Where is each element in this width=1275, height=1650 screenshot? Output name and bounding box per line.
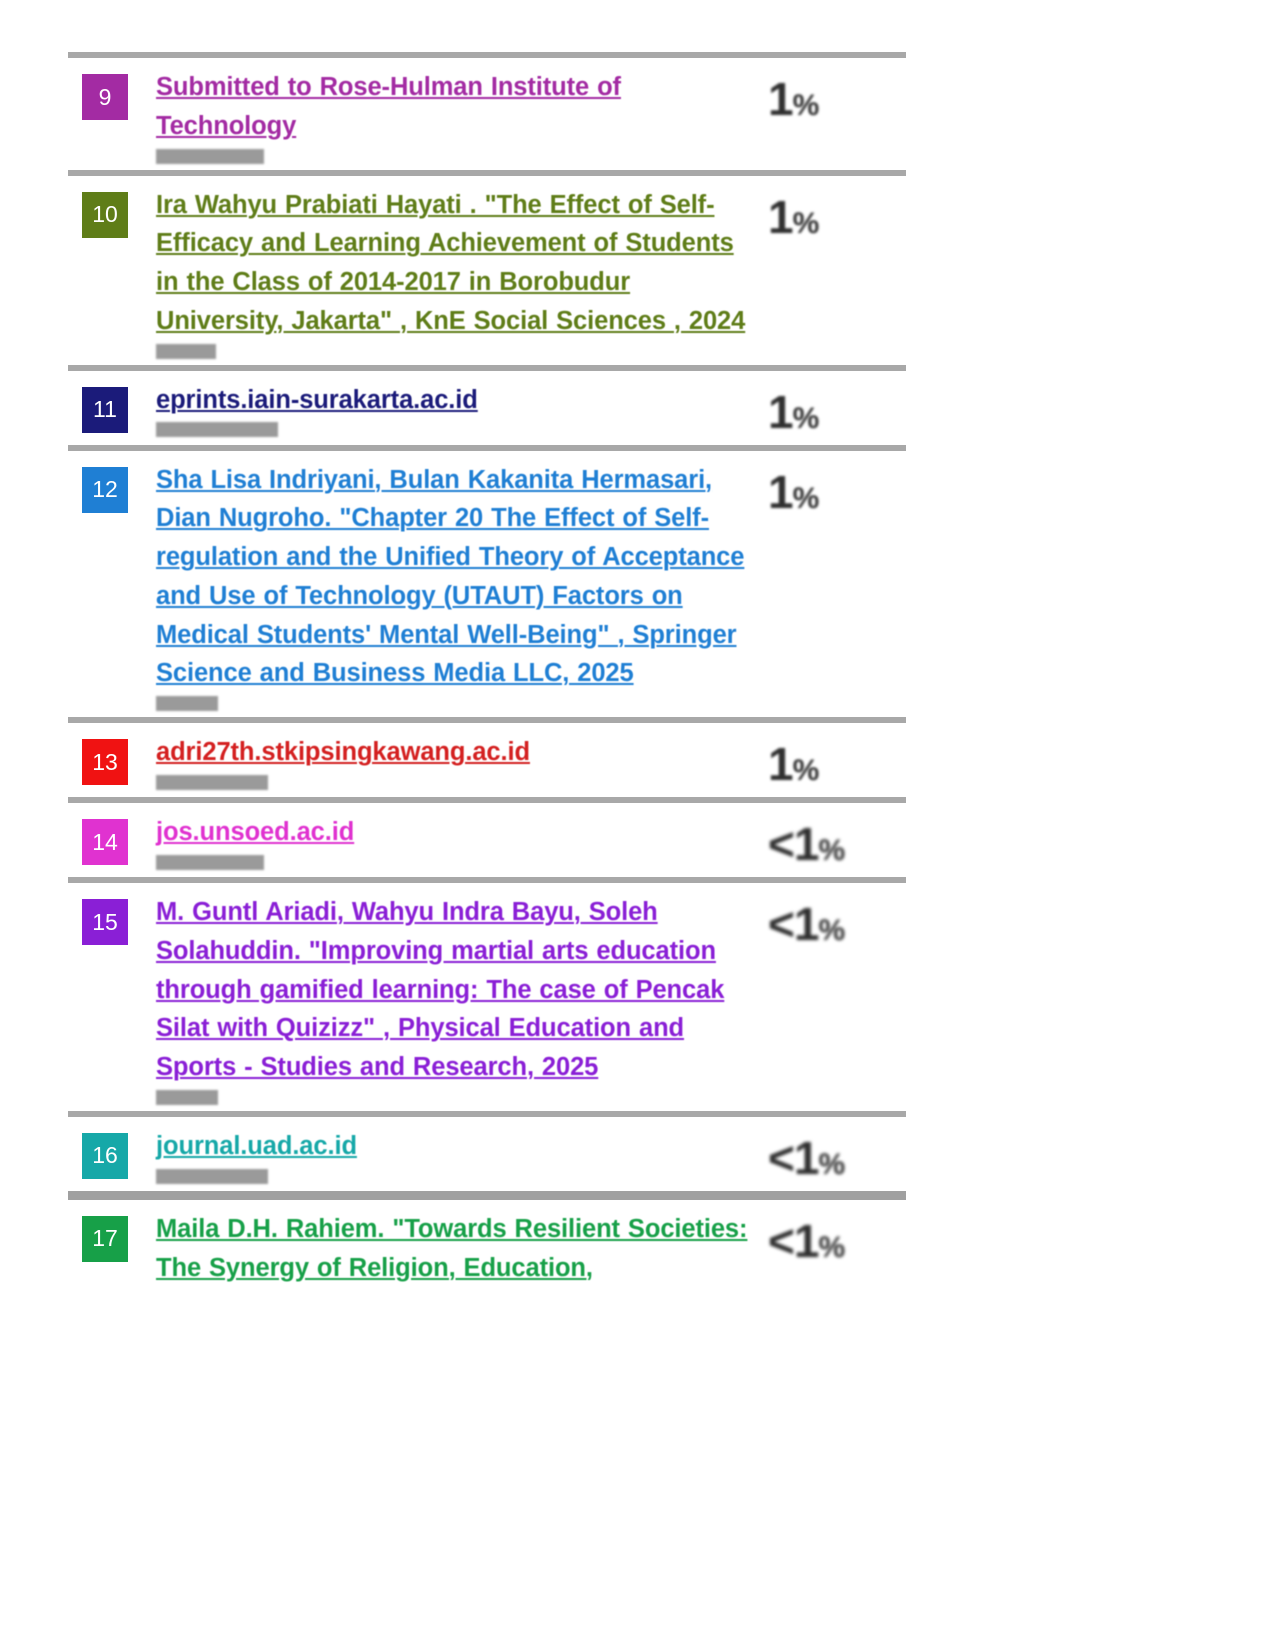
source-title[interactable]: M. Guntl Ariadi, Wahyu Indra Bayu, Soleh Solahuddin. "Improving martial arts education through gamified learning: The case of Pencak Silat with Quizizz" , Physical Education and Sports - Studies and Research, 2025 <box>156 898 725 1081</box>
source-percent-value: <1 <box>768 1214 819 1267</box>
source-rank-badge: 11 <box>82 387 128 433</box>
source-body <box>128 186 768 359</box>
source-entry[interactable] <box>68 1117 906 1191</box>
source-percent <box>768 381 888 439</box>
source-subline <box>156 149 264 164</box>
source-percent-value: 1 <box>768 385 793 438</box>
source-percent-symbol: % <box>792 754 819 787</box>
source-percent-symbol: % <box>792 401 819 435</box>
source-entry[interactable] <box>68 58 906 170</box>
source-subline <box>156 1169 268 1184</box>
source-percent-value: 1 <box>768 73 793 125</box>
source-entry[interactable] <box>68 883 906 1111</box>
source-percent-value: <1 <box>768 898 819 950</box>
source-subline <box>156 1090 218 1105</box>
source-percent-value: 1 <box>768 738 793 790</box>
source-percent-symbol: % <box>792 89 819 122</box>
source-rank-badge: 9 <box>82 74 128 120</box>
source-percent-value: <1 <box>768 818 819 870</box>
source-subline <box>156 855 264 870</box>
source-body <box>128 1210 768 1288</box>
source-percent-symbol: % <box>818 914 845 947</box>
source-title[interactable]: Maila D.H. Rahiem. "Towards Resilient Societies: The Synergy of Religion, Education, <box>156 1214 748 1282</box>
source-percent-value: 1 <box>768 465 793 518</box>
source-title[interactable]: Sha Lisa Indriyani, Bulan Kakanita Hermasari, Dian Nugroho. "Chapter 20 The Effect of Self-regulation and the Unified Theory of Acceptance and Use of Technology (UTAUT) Factors on Medical Students' Mental Well-Being" , Springer Science and Business Media LLC, 2025 <box>156 465 745 688</box>
source-percent <box>768 68 888 126</box>
source-subline <box>156 422 278 437</box>
source-percent-value: 1 <box>768 190 793 243</box>
source-rank-badge: 13 <box>82 739 128 785</box>
source-body <box>128 1127 768 1184</box>
source-body <box>128 68 768 164</box>
source-entry[interactable] <box>68 723 906 797</box>
source-percent <box>768 461 888 519</box>
source-percent <box>768 1210 888 1268</box>
source-percent <box>768 733 888 791</box>
source-body <box>128 893 768 1105</box>
source-entry[interactable] <box>68 176 906 365</box>
source-title[interactable]: adri27th.stkipsingkawang.ac.id <box>156 738 530 766</box>
source-percent <box>768 1127 888 1185</box>
source-rank-badge: 10 <box>82 192 128 238</box>
source-percent-symbol: % <box>818 1230 845 1264</box>
source-subline <box>156 344 216 359</box>
source-percent-value: <1 <box>768 1131 819 1184</box>
source-title[interactable]: eprints.iain-surakarta.ac.id <box>156 385 478 414</box>
source-subline <box>156 696 218 711</box>
source-percent-symbol: % <box>818 1147 845 1181</box>
source-percent-symbol: % <box>818 834 845 867</box>
source-body <box>128 733 768 790</box>
source-percent <box>768 186 888 244</box>
divider <box>68 1191 906 1200</box>
source-list <box>68 52 906 1293</box>
source-entry[interactable] <box>68 1200 906 1294</box>
source-subline <box>156 775 268 790</box>
source-title[interactable]: journal.uad.ac.id <box>156 1131 357 1160</box>
source-title[interactable]: Submitted to Rose-Hulman Institute of Technology <box>156 73 621 140</box>
source-entry[interactable] <box>68 451 906 718</box>
source-rank-badge: 17 <box>82 1216 128 1262</box>
source-title[interactable]: Ira Wahyu Prabiati Hayati . "The Effect of Self-Efficacy and Learning Achievement of Students in the Class of 2014-2017 in Borobudur University, Jakarta" , KnE Social Sciences , 2024 <box>156 190 746 335</box>
source-title[interactable]: jos.unsoed.ac.id <box>156 818 355 846</box>
source-rank-badge: 14 <box>82 819 128 865</box>
source-percent <box>768 813 888 871</box>
source-body <box>128 461 768 712</box>
source-percent-symbol: % <box>792 206 819 240</box>
source-percent <box>768 893 888 951</box>
source-entry[interactable] <box>68 803 906 877</box>
source-percent-symbol: % <box>792 481 819 515</box>
source-entry[interactable] <box>68 371 906 445</box>
source-rank-badge: 12 <box>82 467 128 513</box>
source-rank-badge: 16 <box>82 1133 128 1179</box>
source-rank-badge: 15 <box>82 899 128 945</box>
source-body <box>128 813 768 870</box>
source-body <box>128 381 768 438</box>
